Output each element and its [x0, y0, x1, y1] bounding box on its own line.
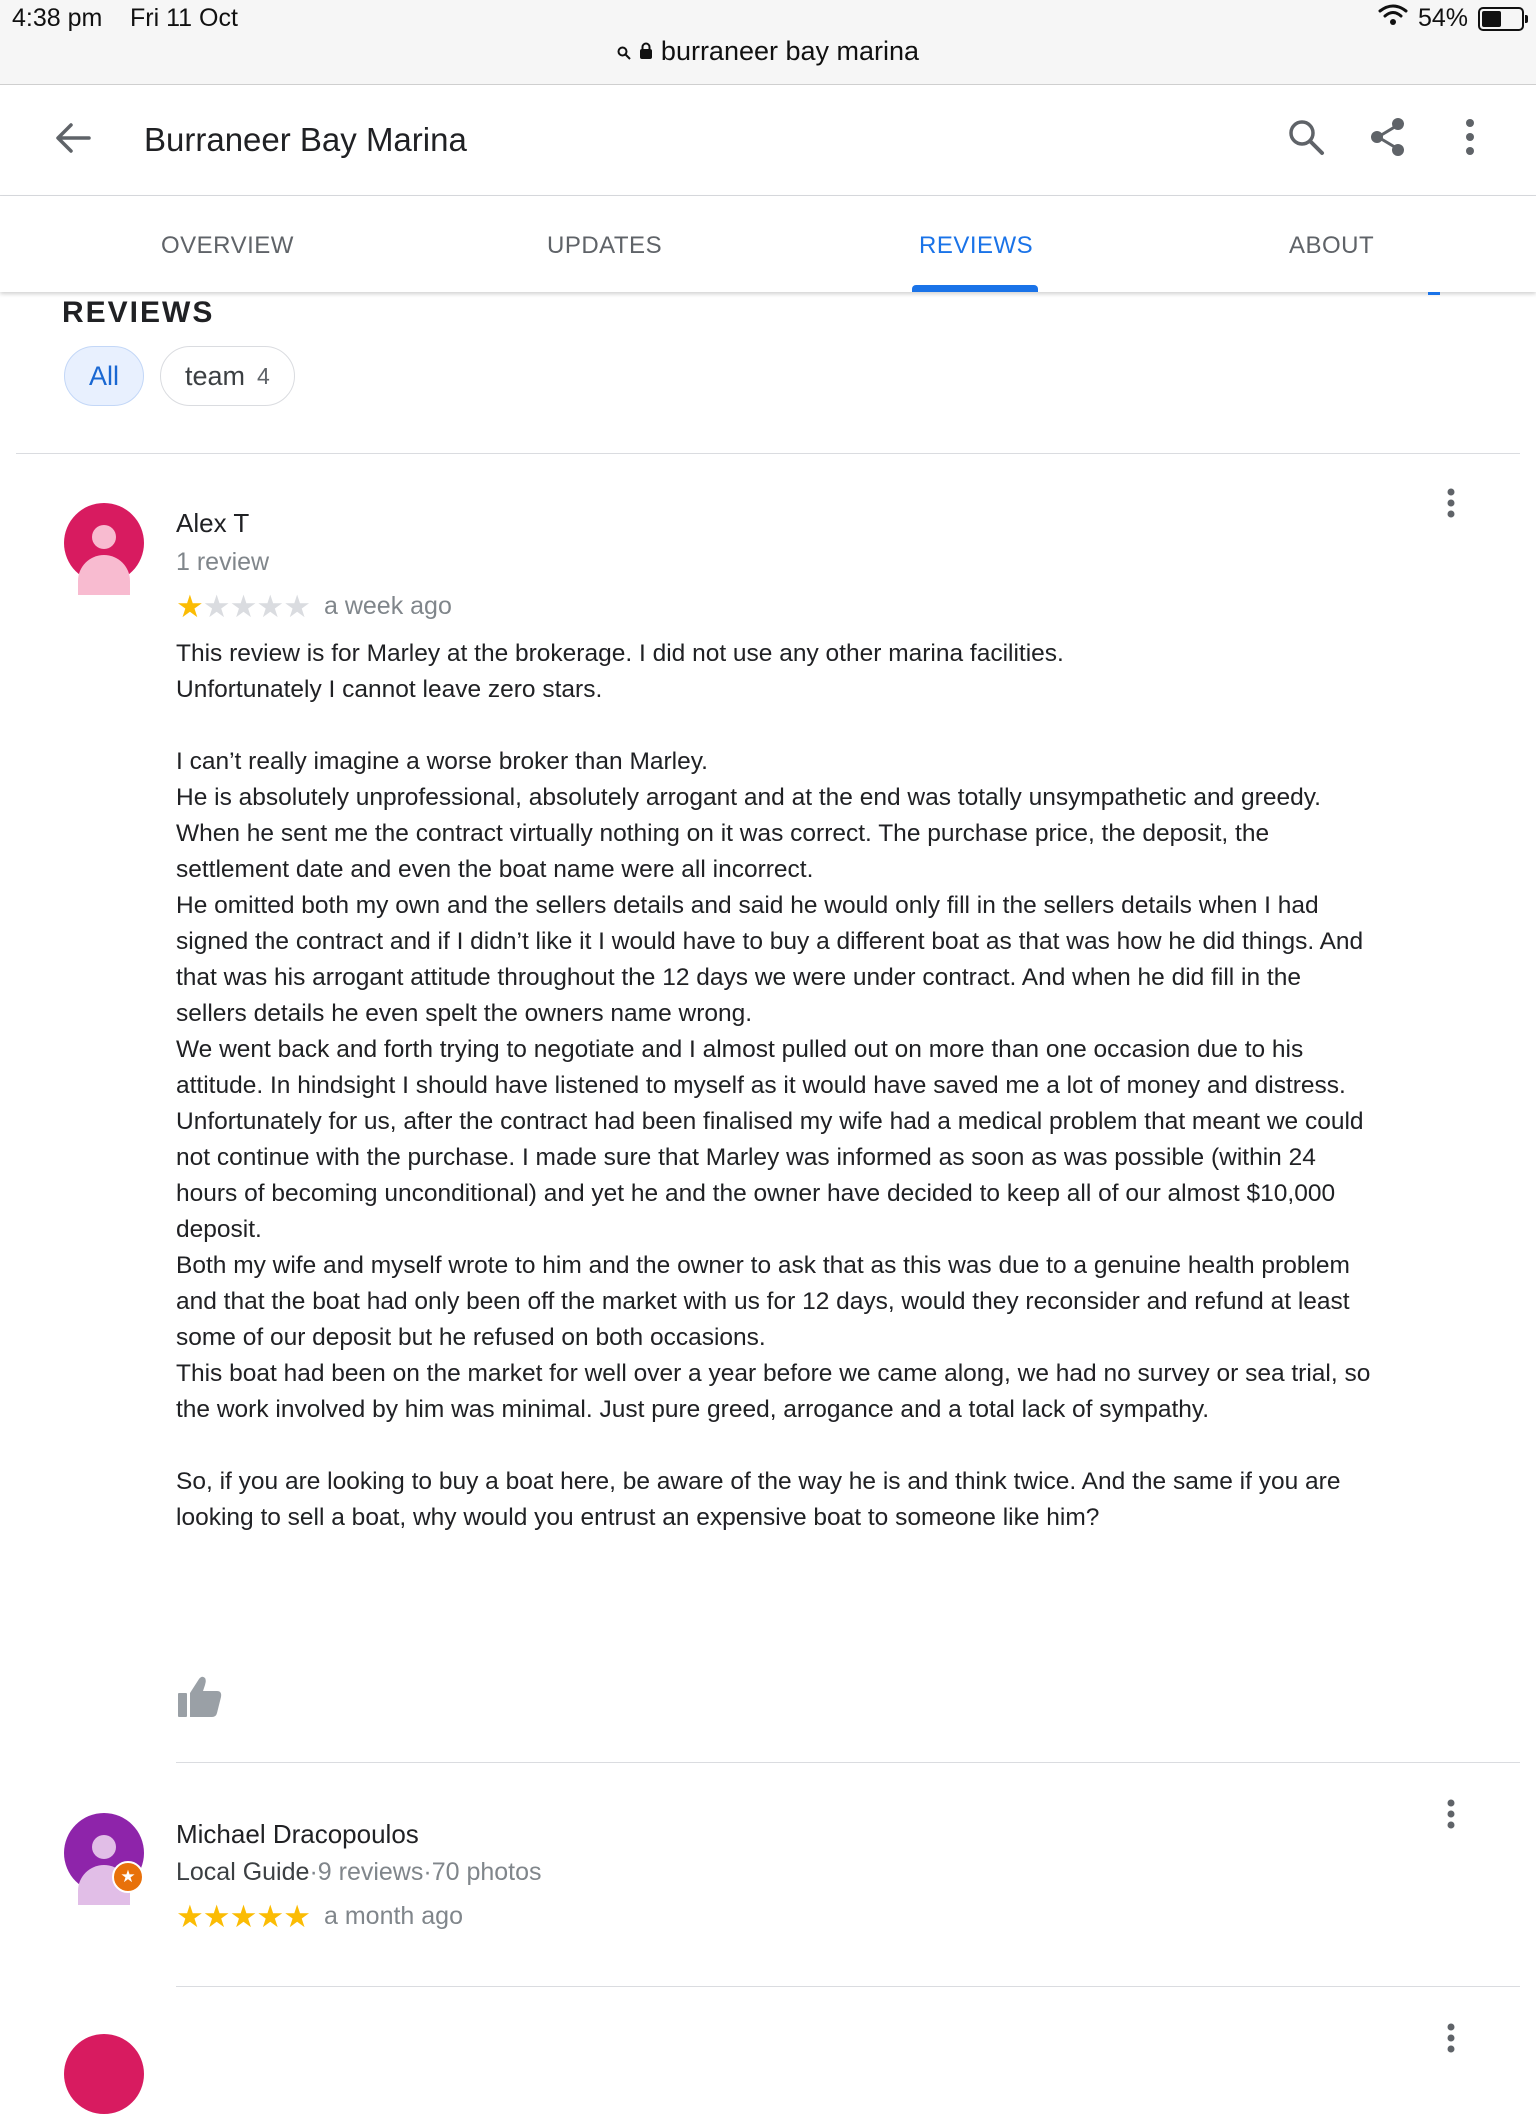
filter-chip-count: 4 — [257, 362, 270, 389]
avatar-head — [92, 525, 116, 549]
share-button[interactable] — [1362, 113, 1414, 165]
star-filled-icon: ★ — [202, 1899, 230, 1934]
star-empty-icon: ★ — [256, 589, 284, 624]
url-bar[interactable] — [0, 36, 1536, 67]
star-empty-icon: ★ — [202, 589, 230, 624]
local-guide-badge-icon: ★ — [112, 1861, 144, 1893]
wifi-icon — [1378, 4, 1408, 33]
review-author-meta: 1 review — [176, 548, 270, 576]
more-vert-icon — [1465, 119, 1475, 160]
battery-percent: 54% — [1417, 4, 1468, 32]
star-empty-icon: ★ — [283, 589, 310, 624]
filters-divider — [16, 453, 1520, 454]
review-divider — [176, 1986, 1520, 1987]
review-paragraph: When he sent me the contract virtually nothing on it was correct. The purchase price, the deposit, the settlement date and even the boat name were all incorrect. — [176, 820, 1270, 883]
like-button[interactable] — [174, 1673, 226, 1725]
review-filters — [64, 346, 295, 406]
avatar[interactable] — [64, 503, 144, 583]
star-rating — [176, 591, 310, 622]
review-rating-row — [176, 1901, 463, 1932]
search-button[interactable] — [1280, 113, 1332, 165]
review-more-button[interactable] — [1436, 2020, 1466, 2060]
review-time: a month ago — [323, 1902, 463, 1930]
tab-bar — [0, 196, 1536, 292]
review-divider — [176, 1762, 1520, 1763]
avatar-head — [92, 1835, 116, 1859]
star-filled-icon: ★ — [229, 1899, 257, 1934]
review-paragraph: I can’t really imagine a worse broker than Marley. — [176, 748, 708, 775]
review-more-button[interactable] — [1436, 485, 1466, 525]
app-bar-actions — [1280, 113, 1496, 165]
lock-icon — [639, 36, 653, 67]
battery-icon — [1478, 7, 1524, 31]
review-paragraph: He is absolutely unprofessional, absolutely arrogant and at the end was totally unsympathetic and greedy. — [176, 784, 1321, 811]
section-title: REVIEWS — [62, 296, 215, 329]
review-paragraph: So, if you are looking to buy a boat here, be aware of the way he is and think twice. And the same if you are looking to sell a boat, why would you entrust an expensive boat to someone like him? — [176, 1468, 1341, 1531]
photos-count: 70 photos — [431, 1858, 542, 1886]
more-vert-icon — [1447, 488, 1455, 523]
reviews-count: 9 reviews — [317, 1858, 424, 1886]
app-bar — [0, 85, 1536, 196]
status-indicators — [1378, 4, 1524, 33]
tab-updates[interactable]: UPDATES — [547, 232, 663, 259]
review-time: a week ago — [323, 592, 452, 620]
avatar[interactable] — [64, 2034, 144, 2114]
scroll-indicator — [1428, 292, 1440, 295]
star-filled-icon: ★ — [176, 589, 203, 624]
filter-chip-label: All — [89, 360, 120, 391]
review-paragraph: We went back and forth trying to negotiate and I almost pulled out on more than one occasion due to his attitude. In hindsight I should have listened to myself as it would have saved me a lot of money and distress. — [176, 1036, 1346, 1099]
local-guide-label: Local Guide — [176, 1858, 310, 1886]
tab-reviews[interactable]: REVIEWS — [919, 232, 1034, 259]
review-paragraph: He omitted both my own and the sellers details and said he would only fill in the sellers details when I had signed the contract and if I didn’t like it I would have to buy a different boat as that was how he did things. And that was his arrogant attitude throughout the 12 days we were under contract. And when he did fill in the sellers details he even spelt the owners name wrong. — [176, 892, 1364, 1027]
filter-chip-team[interactable] — [160, 346, 295, 406]
review-author[interactable]: Alex T — [176, 508, 250, 538]
review-author[interactable]: Michael Dracopoulos — [176, 1819, 419, 1849]
star-filled-icon: ★ — [256, 1899, 284, 1934]
more-vert-icon — [1447, 2023, 1455, 2058]
more-vert-icon — [1447, 1799, 1455, 1834]
back-arrow-icon — [55, 122, 91, 159]
star-rating — [176, 1901, 310, 1932]
filter-chip-all[interactable] — [64, 346, 144, 406]
status-bar — [0, 0, 1536, 85]
star-empty-icon: ★ — [229, 589, 257, 624]
review-text — [176, 636, 1376, 1536]
review-paragraph: This review is for Marley at the brokerage. I did not use any other marina facilities. — [176, 640, 1064, 667]
star-filled-icon: ★ — [283, 1899, 310, 1934]
review-more-button[interactable] — [1436, 1796, 1466, 1836]
status-date: Fri 11 Oct — [130, 4, 238, 32]
tab-overview[interactable]: OVERVIEW — [161, 232, 294, 259]
status-time: 4:38 pm — [12, 4, 103, 32]
thumbs-up-icon — [177, 1675, 223, 1724]
url-text: burraneer bay marina — [660, 36, 920, 66]
review-paragraph: Both my wife and myself wrote to him and the owner to ask that as this was due to a genuine health problem and that the boat had only been off the market with us for 12 days, would they reconsider and refund at least some of our deposit but he refused on both occasions. — [176, 1252, 1350, 1351]
review-author-meta: Local Guide·9 reviews·70 photos — [176, 1858, 542, 1886]
page-title: Burraneer Bay Marina — [144, 121, 467, 158]
tab-about[interactable]: ABOUT — [1289, 232, 1375, 259]
search-icon — [1287, 118, 1325, 161]
review-paragraph: This boat had been on the market for well over a year before we came along, we had no survey or sea trial, so the work involved by him was minimal. Just pure greed, arrogance and a total lack of sympathy. — [176, 1360, 1371, 1423]
back-button[interactable] — [48, 115, 98, 165]
search-small-icon — [617, 36, 631, 67]
active-tab-indicator — [912, 285, 1038, 292]
more-options-button[interactable] — [1444, 113, 1496, 165]
review-rating-row — [176, 591, 452, 622]
avatar-body — [78, 555, 130, 595]
filter-chip-label: team — [185, 360, 246, 391]
review-paragraph: Unfortunately for us, after the contract had been finalised my wife had a medical problem that meant we could not continue with the purchase. I made sure that Marley was informed as soon as was possible (within 24 hours of becoming unconditional) and yet he and the owner have decided to keep all of our almost $10,000 deposit. — [176, 1108, 1364, 1243]
star-filled-icon: ★ — [176, 1899, 203, 1934]
share-icon — [1368, 117, 1408, 162]
review-paragraph: Unfortunately I cannot leave zero stars. — [176, 676, 603, 703]
